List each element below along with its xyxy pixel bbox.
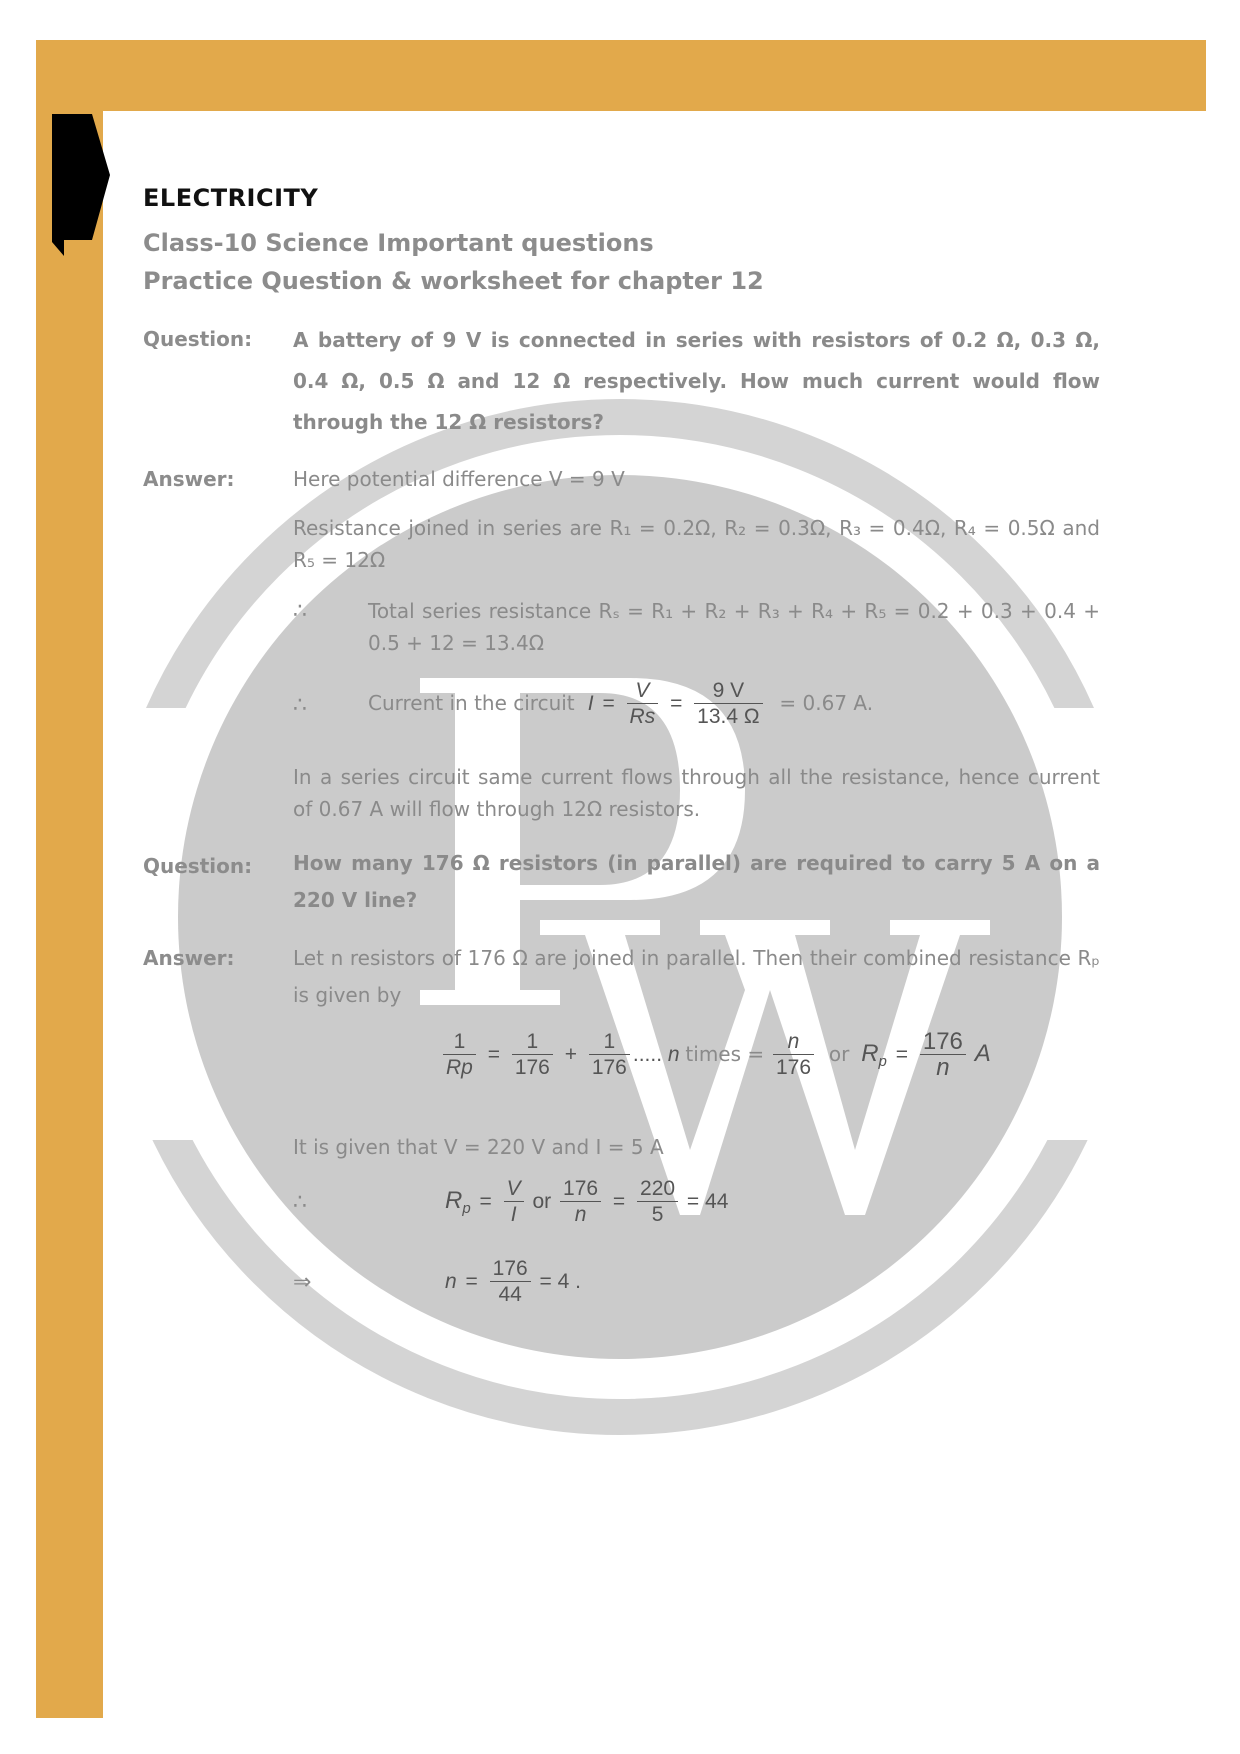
eq-subscript-p: p (878, 1053, 887, 1071)
fraction-denominator: I (504, 1201, 524, 1228)
fraction-numerator: 1 (526, 1030, 539, 1053)
eq-n: n (667, 1043, 680, 1067)
fraction-1-over-176 (589, 1030, 630, 1081)
therefore-symbol: ∴ (293, 599, 307, 624)
eq-plus: + (564, 1043, 577, 1067)
fraction-numerator: V (506, 1177, 521, 1200)
eq-n: n (445, 1270, 457, 1294)
fraction-denominator: 5 (637, 1201, 678, 1228)
fraction-v-over-i (504, 1177, 524, 1228)
equation-rp-value (445, 1177, 728, 1228)
equation-n-value (445, 1257, 581, 1308)
fraction-numerator: 9 V (712, 679, 745, 702)
eq-equals: = (479, 1190, 492, 1214)
question-1-label: Question: (143, 327, 253, 351)
page-title: ELECTRICITY (143, 184, 319, 212)
fraction-176-over-44 (490, 1257, 531, 1308)
eq-equals: = (487, 1043, 500, 1067)
eq-or: or (532, 1190, 552, 1214)
page-subtitle-chapter: Practice Question & worksheet for chapter 12 (143, 267, 764, 295)
fraction-numerator: V (635, 679, 650, 702)
fraction-denominator: Rp (443, 1054, 476, 1081)
fraction-numerator: 176 (492, 1257, 528, 1280)
implies-symbol: ⇒ (293, 1270, 312, 1295)
fraction-220-over-5 (637, 1177, 678, 1228)
answer-1-label: Answer: (143, 467, 235, 491)
eq-r: R (445, 1187, 463, 1215)
fraction-denominator: Rs (627, 703, 659, 730)
fraction-numerator: 1 (453, 1030, 466, 1053)
fraction-denominator: 176 (512, 1054, 553, 1081)
question-1-text: A battery of 9 V is connected in series with resistors of 0.2 Ω, 0.3 Ω, 0.4 Ω, 0.5 Ω and 12 Ω respectively. How much current would flow through the 12 Ω resistors? (293, 328, 1100, 434)
fraction-denominator: 44 (490, 1281, 531, 1308)
answer-2-given: It is given that V = 220 V and I = 5 A (293, 1135, 664, 1159)
eq-equals: = (465, 1270, 478, 1294)
answer-2-setup: Let n resistors of 176 Ω are joined in parallel. Then their combined resistance Rₚ is given by (293, 946, 1100, 1007)
eq-equals: = (670, 692, 683, 716)
eq-subscript-p: p (462, 1200, 471, 1218)
fraction-numerator: 1 (603, 1030, 616, 1053)
fraction-1-over-176 (512, 1030, 553, 1081)
eq-equals: = (602, 692, 615, 716)
answer-2-label: Answer: (143, 946, 235, 970)
question-2-text: How many 176 Ω resistors (in parallel) are required to carry 5 A on a 220 V line? (293, 851, 1100, 912)
current-label: Current in the circuit (368, 691, 575, 716)
answer-1-conclusion: In a series circuit same current flows through all the resistance, hence current of 0.67 A will flow through 12Ω resistors. (293, 765, 1100, 821)
fraction-176-over-n (560, 1177, 601, 1228)
therefore-symbol: ∴ (293, 1190, 307, 1215)
eq-r: R (861, 1040, 879, 1068)
answer-1-resistances: Resistance joined in series are R₁ = 0.2Ω, R₂ = 0.3Ω, R₃ = 0.4Ω, R₄ = 0.5Ω and R₅ = 12Ω (293, 516, 1100, 572)
answer-1-current-equation (368, 679, 873, 730)
fraction-n-over-176 (773, 1030, 814, 1081)
answer-1-potential: Here potential difference V = 9 V (293, 467, 625, 491)
fraction-numerator: 176 (563, 1177, 599, 1200)
fraction-denominator: n (560, 1201, 601, 1228)
page-subtitle-class: Class-10 Science Important questions (143, 229, 654, 257)
fraction-numerator: 220 (640, 1177, 676, 1200)
question-2-label: Question: (143, 854, 253, 878)
therefore-symbol: ∴ (293, 693, 307, 718)
fraction-denominator: n (920, 1054, 966, 1081)
eq-times: times = (685, 1042, 765, 1067)
fraction-v-over-rs (627, 679, 659, 730)
eq-dots: ..... (632, 1043, 663, 1067)
eq-symbol-i: I (587, 692, 594, 716)
fraction-numerator: n (787, 1030, 800, 1053)
equation-parallel-resistance (440, 1030, 991, 1081)
eq-equals: = (612, 1190, 626, 1214)
eq-equals: = (895, 1043, 908, 1067)
answer-1-total-resistance: Total series resistance Rₛ = R₁ + R₂ + R₃ + R₄ + R₅ = 0.2 + 0.3 + 0.4 + 0.5 + 12 = 13.4Ω (368, 599, 1100, 655)
eq-a: A (974, 1040, 991, 1068)
fraction-9v-over-13-4 (694, 679, 762, 730)
fraction-numerator: 176 (922, 1028, 963, 1055)
eq-result: = 44 (686, 1190, 729, 1214)
current-result: = 0.67 A. (779, 691, 874, 716)
fraction-denominator: 176 (773, 1054, 814, 1081)
eq-or: or (828, 1042, 850, 1067)
fraction-1-over-rp (443, 1030, 476, 1081)
fraction-176-over-n (920, 1030, 966, 1081)
eq-result: = 4 . (539, 1270, 581, 1294)
fraction-denominator: 176 (589, 1054, 630, 1081)
fraction-denominator: 13.4 Ω (694, 703, 762, 730)
